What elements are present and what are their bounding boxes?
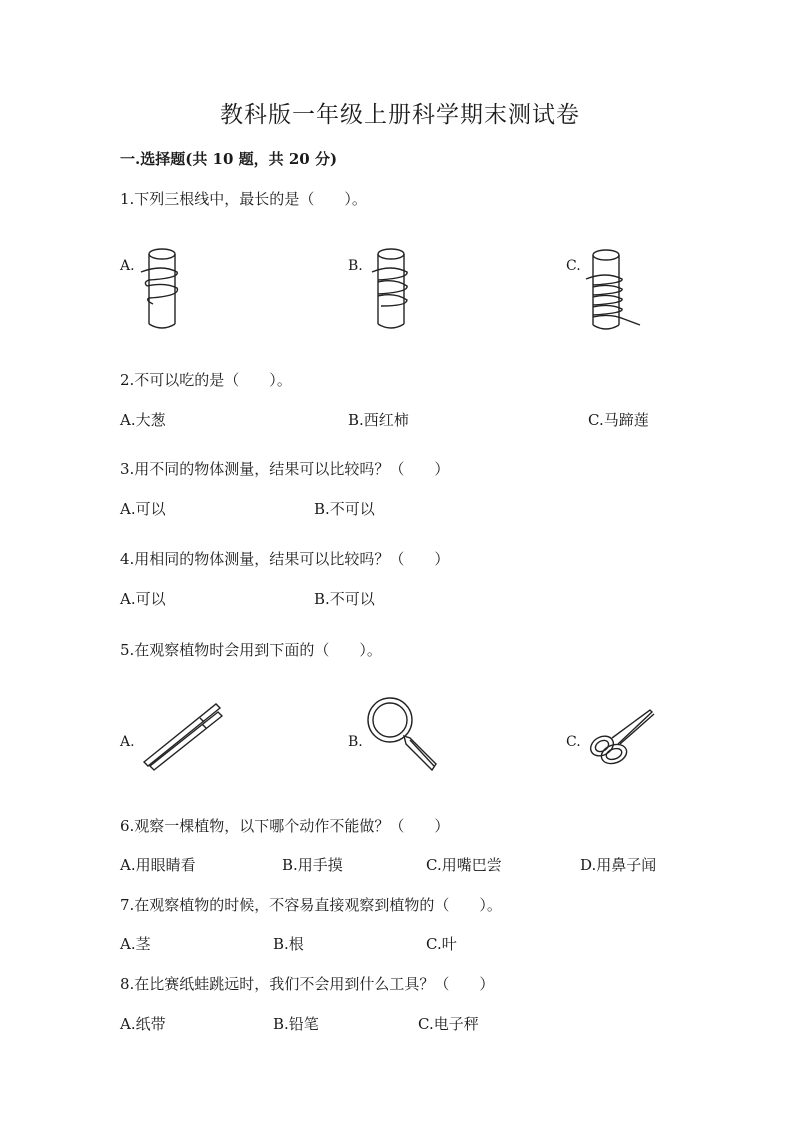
question-2: 2.不可以吃的是（ ）。 bbox=[120, 371, 292, 389]
q2-option-a[interactable]: A.大葱 bbox=[120, 411, 166, 429]
q8-option-a[interactable]: A.纸带 bbox=[120, 1015, 166, 1033]
cylinder-two-loops-icon bbox=[135, 242, 195, 338]
question-3: 3.用不同的物体测量，结果可以比较吗？（ ） bbox=[120, 460, 450, 478]
q8-option-b[interactable]: B.铅笔 bbox=[273, 1015, 319, 1033]
q6-option-d[interactable]: D.用鼻子闻 bbox=[580, 856, 657, 874]
q4-option-b[interactable]: B.不可以 bbox=[314, 590, 375, 608]
cylinder-three-loops-icon bbox=[367, 242, 427, 338]
q6-option-b[interactable]: B.用手摸 bbox=[282, 856, 343, 874]
q1-option-b-label[interactable]: B. bbox=[348, 258, 363, 274]
q2-option-b[interactable]: B.西红柿 bbox=[348, 411, 409, 429]
q1-option-a-label[interactable]: A. bbox=[120, 258, 135, 274]
q4-option-a[interactable]: A.可以 bbox=[120, 590, 166, 608]
scissors-icon bbox=[584, 704, 660, 770]
question-7: 7.在观察植物的时候，不容易直接观察到植物的（ ）。 bbox=[120, 896, 502, 914]
q7-option-c[interactable]: C.叶 bbox=[426, 935, 457, 953]
q7-option-a[interactable]: A.茎 bbox=[120, 935, 151, 953]
question-8: 8.在比赛纸蛙跳远时，我们不会用到什么工具？（ ） bbox=[120, 975, 495, 993]
magnifying-glass-icon bbox=[364, 694, 448, 776]
page-title: 教科版一年级上册科学期末测试卷 bbox=[220, 102, 580, 128]
q5-option-c-label[interactable]: C. bbox=[566, 734, 581, 750]
q6-option-c[interactable]: C.用嘴巴尝 bbox=[426, 856, 502, 874]
q8-option-c[interactable]: C.电子秤 bbox=[418, 1015, 479, 1033]
question-6: 6.观察一棵植物，以下哪个动作不能做？（ ） bbox=[120, 817, 450, 835]
question-1: 1.下列三根线中，最长的是（ ）。 bbox=[120, 190, 367, 208]
q1-option-c-label[interactable]: C. bbox=[566, 258, 581, 274]
q3-option-a[interactable]: A.可以 bbox=[120, 500, 166, 518]
q3-option-b[interactable]: B.不可以 bbox=[314, 500, 375, 518]
chopsticks-icon bbox=[138, 700, 228, 772]
question-5: 5.在观察植物时会用到下面的（ ）。 bbox=[120, 641, 382, 659]
q6-option-a[interactable]: A.用眼睛看 bbox=[120, 856, 196, 874]
question-4: 4.用相同的物体测量，结果可以比较吗？（ ） bbox=[120, 550, 450, 568]
q2-option-c[interactable]: C.马蹄莲 bbox=[588, 411, 649, 429]
cylinder-five-loops-icon bbox=[582, 245, 646, 341]
q7-option-b[interactable]: B.根 bbox=[273, 935, 304, 953]
q5-option-a-label[interactable]: A. bbox=[120, 734, 135, 750]
section-heading: 一.选择题(共 10 题，共 20 分) bbox=[120, 150, 338, 168]
q5-option-b-label[interactable]: B. bbox=[348, 734, 363, 750]
